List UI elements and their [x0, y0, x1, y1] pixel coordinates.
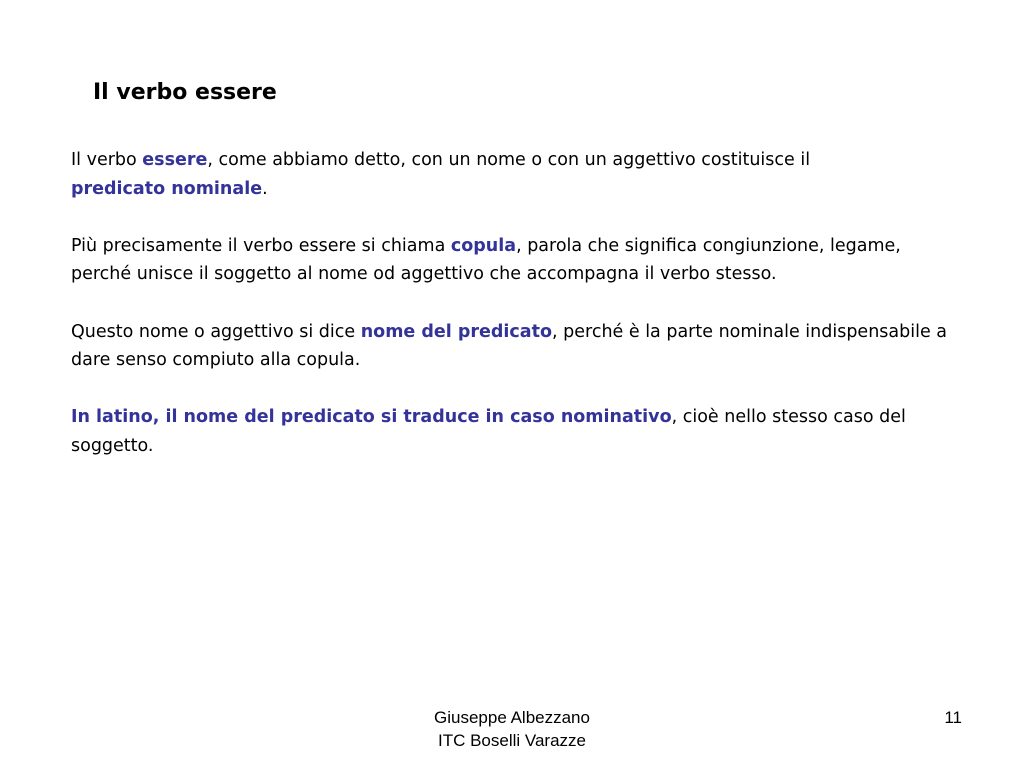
highlight-term: nome del predicato: [360, 321, 553, 342]
text-segment: , parola che significa congiunzione, legame, perché unisce il soggetto al nome od aggettivo che accompagna il verbo stesso.: [71, 235, 901, 285]
slide-body: [71, 146, 951, 489]
paragraph: [71, 403, 951, 460]
footer-author: Giuseppe Albezzano: [434, 708, 590, 727]
text-segment: Questo nome o aggettivo si dice: [71, 321, 361, 342]
text-segment: , come abbiamo detto, con un nome o con un aggettivo costituisce il: [207, 150, 811, 170]
text-segment: .: [262, 178, 268, 199]
slide-title: Il verbo essere: [93, 80, 277, 105]
highlight-term: copula: [450, 235, 517, 256]
footer-school: ITC Boselli Varazze: [437, 731, 586, 750]
highlight-term: essere: [142, 150, 208, 170]
paragraph: [71, 318, 951, 375]
footer-credits: [362, 706, 662, 752]
highlight-term: predicato nominale: [71, 178, 263, 199]
page-number: 11: [944, 708, 962, 727]
paragraph: [71, 232, 951, 289]
text-segment: , cioè nello stesso caso del soggetto.: [71, 407, 906, 456]
text-segment: , perché è la parte nominale indispensabile a dare senso compiuto alla copula.: [71, 321, 948, 371]
text-segment: Il verbo: [71, 150, 143, 170]
highlight-term: In latino, il nome del predicato si traduce in caso nominativo: [71, 407, 672, 428]
paragraph: [71, 146, 951, 203]
text-segment: Più precisamente il verbo essere si chiama: [71, 235, 451, 256]
